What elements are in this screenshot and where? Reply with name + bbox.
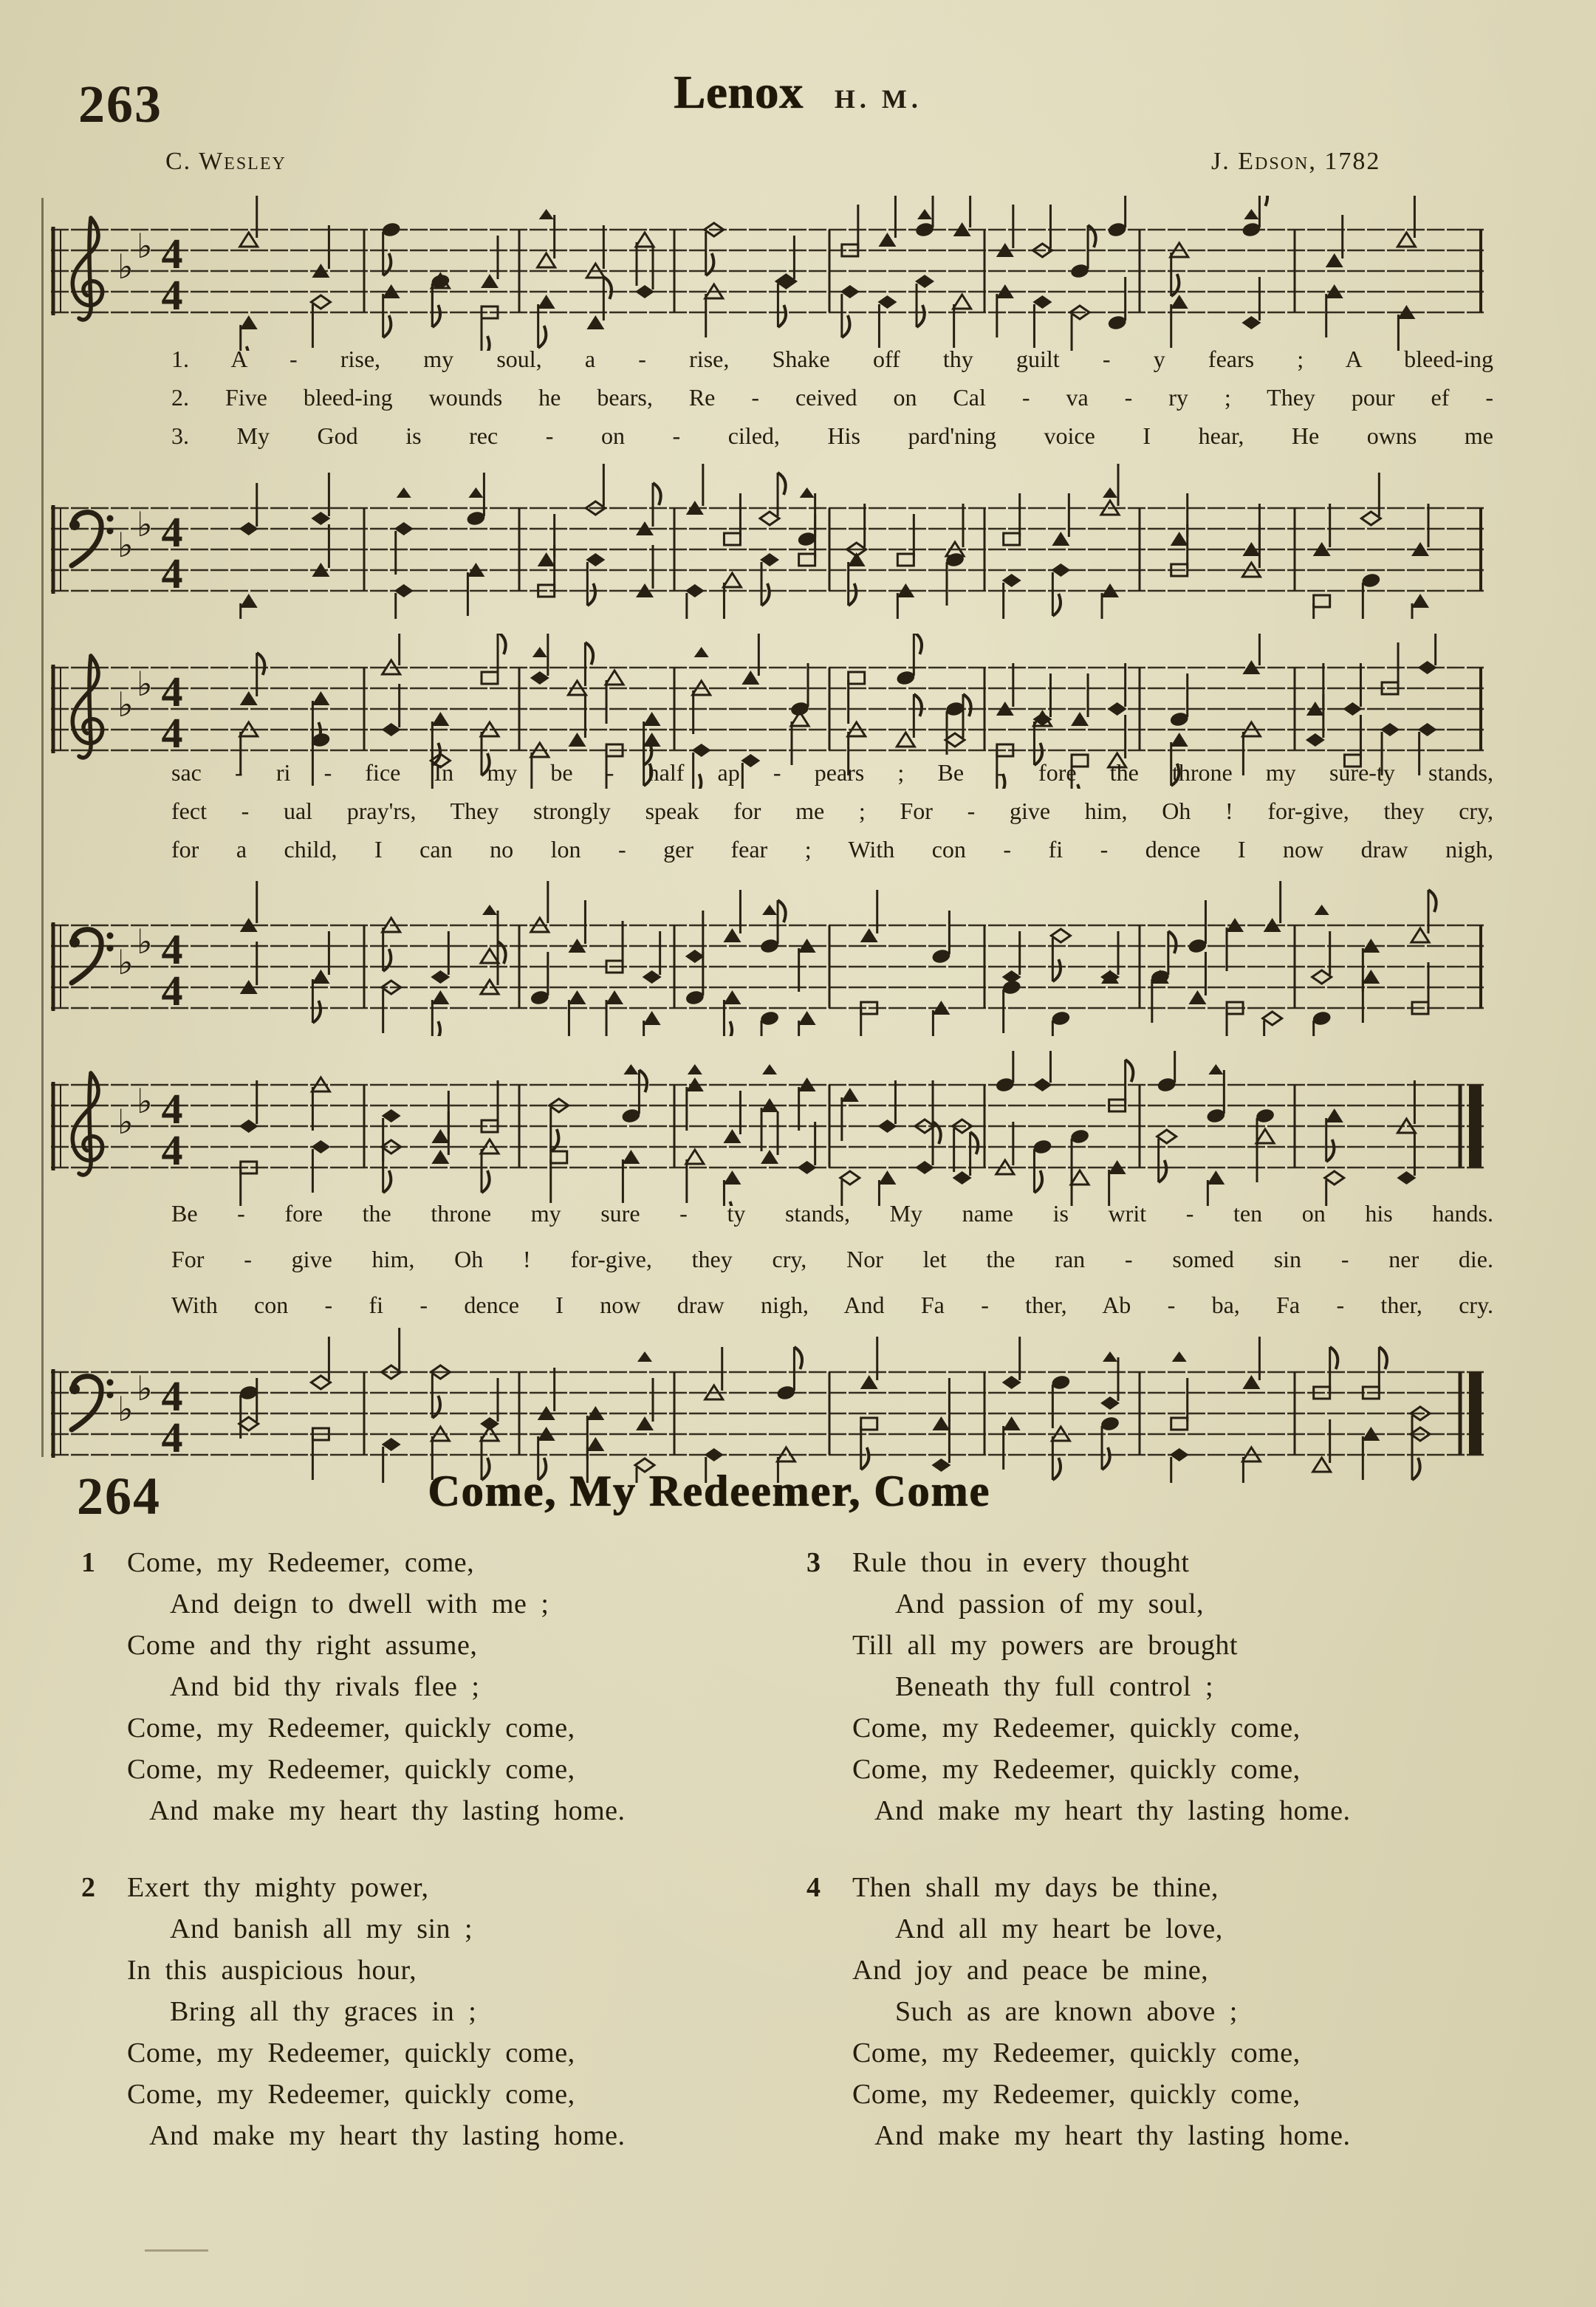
- verse-line: Come, my Redeemer, quickly come,: [127, 1713, 575, 1744]
- verse-line: Come, my Redeemer, quickly come,: [852, 2037, 1301, 2068]
- lyric-line: 3. My God is rec - on - ciled, His pard'ning voice I hear, He owns me: [171, 422, 1493, 449]
- verse-line: Bring all thy graces in ;: [170, 1996, 477, 2027]
- lyric-block-1: [171, 340, 1493, 455]
- svg-text:4: 4: [161, 925, 183, 973]
- hymn-264-number: 264: [77, 1467, 161, 1526]
- verse-line: And joy and peace be mine,: [852, 1955, 1209, 1986]
- verse-number: 2: [81, 1872, 96, 1903]
- svg-text:♭: ♭: [137, 922, 153, 961]
- svg-text:♭: ♭: [117, 942, 134, 982]
- lyric-line: 2. Five bleed-ing wounds he bears, Re - ceived on Cal - va - ry ; They pour ef -: [171, 384, 1493, 411]
- verse-line: Come, my Redeemer, quickly come,: [127, 2037, 575, 2068]
- verse-line: And passion of my soul,: [895, 1588, 1204, 1619]
- verse-line: Come, my Redeemer, quickly come,: [127, 2079, 575, 2110]
- verse-line: Come and thy right assume,: [127, 1630, 478, 1661]
- verse-line: Beneath thy full control ;: [895, 1671, 1214, 1702]
- verse-line: Come, my Redeemer, quickly come,: [852, 1713, 1301, 1744]
- verse-line: Come, my Redeemer, quickly come,: [127, 1754, 575, 1785]
- svg-text:4: 4: [161, 507, 183, 556]
- svg-text:♭: ♭: [117, 1102, 134, 1142]
- lyric-line: sac - ri - fice In my be - half ap - pears ; Be - fore the throne my sure-ty stands,: [171, 759, 1493, 786]
- meter-label: H. M.: [834, 84, 922, 114]
- verse-number: 4: [806, 1872, 821, 1903]
- author-credit: C. Wesley: [165, 148, 287, 175]
- bass-staff-system-2: [43, 881, 1490, 1036]
- verse-line: Then shall my days be thine,: [852, 1872, 1219, 1903]
- tune-name: Lenox: [674, 66, 804, 118]
- svg-text:♭: ♭: [117, 247, 134, 287]
- gutter-line: [41, 198, 44, 1457]
- svg-text:4: 4: [161, 667, 183, 716]
- verse-line: And make my heart thy lasting home.: [149, 1795, 626, 1826]
- svg-text:♭: ♭: [117, 525, 134, 565]
- svg-text:4: 4: [161, 229, 183, 278]
- svg-text:♭: ♭: [137, 664, 153, 704]
- lyric-line: fect - ual pray'rs, They strongly speak for me ; For - give him, Oh ! for-give, they cry,: [171, 798, 1493, 824]
- svg-text:4: 4: [161, 708, 183, 757]
- svg-text:4: 4: [161, 1084, 183, 1133]
- svg-text:4: 4: [161, 966, 183, 1015]
- page-artifact-dash: [145, 2249, 208, 2252]
- lyric-block-2: [171, 753, 1493, 868]
- bass-staff-system-1: [43, 464, 1490, 619]
- bass-staff-system-3: [43, 1328, 1490, 1483]
- lyric-line: for a child, I can no lon - ger fear ; With con - fi - dence I now draw nigh,: [171, 836, 1493, 863]
- verse-line: And all my heart be love,: [895, 1913, 1223, 1944]
- treble-staff-system-3: [43, 1051, 1490, 1206]
- svg-text:4: 4: [161, 1125, 183, 1174]
- verse-3: [806, 1542, 1515, 1831]
- svg-text:♭: ♭: [137, 504, 153, 544]
- composer-credit: J. Edson, 1782: [1211, 148, 1381, 175]
- verse-line: And make my heart thy lasting home.: [149, 2120, 626, 2151]
- svg-text:♭: ♭: [137, 1081, 153, 1121]
- lyric-line: 1. A - rise, my soul, a - rise, Shake off thy guilt - y fears ; A bleed-ing: [171, 346, 1493, 372]
- verse-4: [806, 1867, 1515, 2156]
- verse-line: And make my heart thy lasting home.: [874, 2120, 1351, 2151]
- treble-staff-system-1: [43, 196, 1490, 351]
- verse-line: Rule thou in every thought: [852, 1547, 1190, 1578]
- verse-line: And banish all my sin ;: [170, 1913, 473, 1944]
- hymn-264-title: Come, My Redeemer, Come: [428, 1467, 990, 1515]
- verse-line: Exert thy mighty power,: [127, 1872, 429, 1903]
- lyric-line: With con - fi - dence I now draw nigh, And Fa - ther, Ab - ba, Fa - ther, cry.: [171, 1292, 1493, 1318]
- verse-line: Such as are known above ;: [895, 1996, 1238, 2027]
- svg-text:4: 4: [161, 270, 183, 319]
- lyric-line: Be - fore the throne my sure - ty stands, My name is writ - ten on his hands.: [171, 1200, 1493, 1227]
- verse-line: And bid thy rivals flee ;: [170, 1671, 480, 1702]
- verse-number: 3: [806, 1547, 821, 1578]
- lyric-block-3: [171, 1190, 1493, 1328]
- verse-1: [81, 1542, 790, 1831]
- hymn-263-title-row: [0, 65, 1596, 120]
- verse-line: Till all my powers are brought: [852, 1630, 1238, 1661]
- svg-text:4: 4: [161, 1413, 183, 1461]
- verse-line: Come, my Redeemer, quickly come,: [852, 2079, 1301, 2110]
- verse-line: And deign to dwell with me ;: [170, 1588, 549, 1619]
- svg-text:♭: ♭: [137, 1368, 153, 1408]
- verse-line: Come, my Redeemer, quickly come,: [852, 1754, 1301, 1785]
- svg-text:4: 4: [161, 1371, 183, 1420]
- svg-text:4: 4: [161, 549, 183, 597]
- hymn-263-number: 263: [78, 75, 162, 134]
- verse-number: 1: [81, 1547, 96, 1578]
- hymn-264-title-row: [192, 1466, 1226, 1517]
- svg-text:♭: ♭: [117, 685, 134, 724]
- svg-text:♭: ♭: [117, 1389, 134, 1429]
- lyric-line: For - give him, Oh ! for-give, they cry, Nor let the ran - somed sin - ner die.: [171, 1246, 1493, 1272]
- verse-line: And make my heart thy lasting home.: [874, 1795, 1351, 1826]
- svg-text:♭: ♭: [137, 226, 153, 266]
- verse-line: In this auspicious hour,: [127, 1955, 417, 1986]
- verse-2: [81, 1867, 790, 2156]
- verse-line: Come, my Redeemer, come,: [127, 1547, 475, 1578]
